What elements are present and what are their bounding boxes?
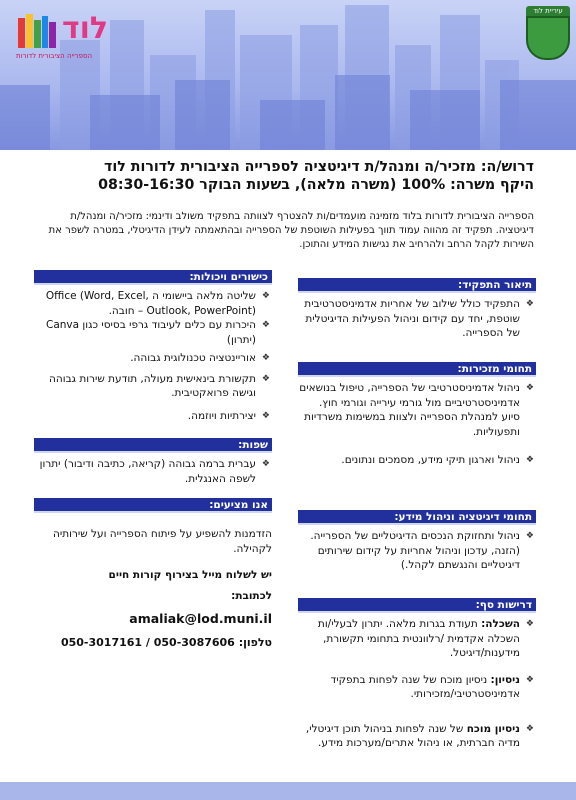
logo-word: לוד <box>62 11 109 46</box>
job-headline <box>34 158 534 194</box>
books-icon <box>18 14 56 48</box>
list-item: ❖ ניהול אדמיניסטרטיבי של הספרייה, טיפול בנושאים אדמיניסטרטיביים מול גורמי עירייה וגורמי חוץ. סיוע למנהלת הספרייה ולצוות במשימות משרדיות ותפעוליות. <box>298 381 536 439</box>
logo-subtitle: הספרייה הציבורית לדורות <box>16 52 93 60</box>
list-item <box>298 722 536 751</box>
role-list <box>298 297 536 341</box>
phone-line <box>34 636 272 649</box>
list-item: ❖ עברית ברמה גבוהה (קריאה, כתיבה ודיבור) יתרון לשפה האנגלית. <box>34 457 272 486</box>
job-title: דרוש/ה: מזכיר/ה ומנהל/ת דיגיטציה לספרייה הציבורית לדורות לוד <box>104 159 534 175</box>
req-label: השכלה: <box>481 618 520 630</box>
list-item <box>298 617 536 661</box>
list-item: ❖ התפקיד כולל שילוב של אחריות אדמיניסטרטיבית שוטפת, יחד עם קידום וניהול הפעילות הדיגיטלית של הספרייה. <box>298 297 536 341</box>
header-banner <box>0 0 576 150</box>
section-title-offer: אנו מציעים: <box>34 498 272 513</box>
secretarial-list <box>298 381 536 468</box>
list-item: ❖ ניהול ותחזוקת הנכסים הדיגיטליים של הספרייה. (הזנה, עדכון וניהול אחריות על קידום שירותים דיגיטליים והנגשתם לקהל.) <box>298 529 536 573</box>
intro-text: הספרייה הציבורית לדורות בלוד מזמינה מועמדים/ות להצטרף לצוותה בתפקיד משולב ודינמי: מזכיר/ה ומנהל/ת דיגיטציה. תפקיד זה מהווה עמוד תווך בפעילות השוטפת של הספרייה ובהתאמתה לעידן הדיגיטלי, במטרה לשפר את השירות לקהל הרחב ולהרחיב את נגישות המידע והתוכן. <box>48 211 534 250</box>
req-label: ניסיון: <box>490 673 520 686</box>
section-skills <box>34 270 272 423</box>
phone-numbers[interactable]: 050-3017161 / 050-3087606 <box>60 636 235 649</box>
req-text: תעודת בגרות מלאה. יתרון לבעלי/ות השכלה אקדמית /רלוונטית בתחומי תקשורת, מידענות/דיגיטל. <box>317 618 520 659</box>
cv-instruction: יש לשלוח מייל בצירוף קורות חיים <box>108 569 272 581</box>
contact-block <box>34 568 272 649</box>
seal-caption: עיריית לוד <box>526 6 570 16</box>
languages-list <box>34 457 272 486</box>
section-title-requirements: דרישות סף: <box>298 598 536 613</box>
municipality-seal <box>526 6 570 62</box>
req-label: ניסיון מוכח <box>466 722 520 735</box>
section-title-languages: שפות: <box>34 438 272 453</box>
req-text: ניסיון מוכח של שנה לפחות בתפקיד אדמיניסטרטיבי/מזכירותי. <box>330 673 520 700</box>
section-title-digital: תחומי דיגיטציה וניהול מידע: <box>298 510 536 525</box>
footer-bar <box>0 782 576 800</box>
section-requirements <box>298 598 536 751</box>
digital-list <box>298 529 536 573</box>
address-label: לכתובת: <box>231 589 272 602</box>
section-languages <box>34 438 272 486</box>
list-item <box>298 673 536 702</box>
job-scope: היקף משרה: 100% (משרה מלאה), בשעות הבוקר 08:30-16:30 <box>98 177 534 193</box>
list-item: ❖ ניהול וארגון תיקי מידע, מסמכים ונתונים. <box>298 453 536 468</box>
library-logo <box>14 8 124 70</box>
list-item: ❖ היכרות עם כלים לעיבוד גרפי בסיסי כגון Canva (יתרון) <box>34 318 272 347</box>
list-item: ❖ יצירתיות ויוזמה. <box>34 409 272 424</box>
list-item: ❖ שליטה מלאה ביישומי ה Office (Word, Excel, Outlook, PowerPoint) – חובה. <box>34 289 272 318</box>
section-title-skills: כישורים ויכולות: <box>34 270 272 285</box>
requirements-list <box>298 617 536 751</box>
skills-list <box>34 289 272 423</box>
intro-paragraph <box>34 210 534 252</box>
offer-text: הזדמנות להשפיע על פיתוח הספרייה ועל שירותיה לקהילה. <box>53 528 272 555</box>
section-offer <box>34 498 272 556</box>
list-item: ❖ אוריינטציה טכנולוגית גבוהה. <box>34 351 272 366</box>
req-text: של שנה לפחות בניהול תוכן דיגיטלי, מדיה חברתית, או ניהול אתרים/מערכות מידע. <box>305 722 520 749</box>
email-link[interactable]: amaliak@lod.muni.il <box>129 611 272 626</box>
section-digital <box>298 510 536 573</box>
seal-emblem-icon <box>526 16 570 60</box>
section-title-role: תיאור התפקיד: <box>298 278 536 293</box>
phone-label: טלפון: <box>238 636 272 649</box>
section-role <box>298 278 536 341</box>
list-item: ❖ תקשורת בינאישית מעולה, תודעת שירות גבוהה וגישה פרואקטיבית. <box>34 372 272 401</box>
section-secretarial <box>298 362 536 468</box>
section-title-secretarial: תחומי מזכירות: <box>298 362 536 377</box>
